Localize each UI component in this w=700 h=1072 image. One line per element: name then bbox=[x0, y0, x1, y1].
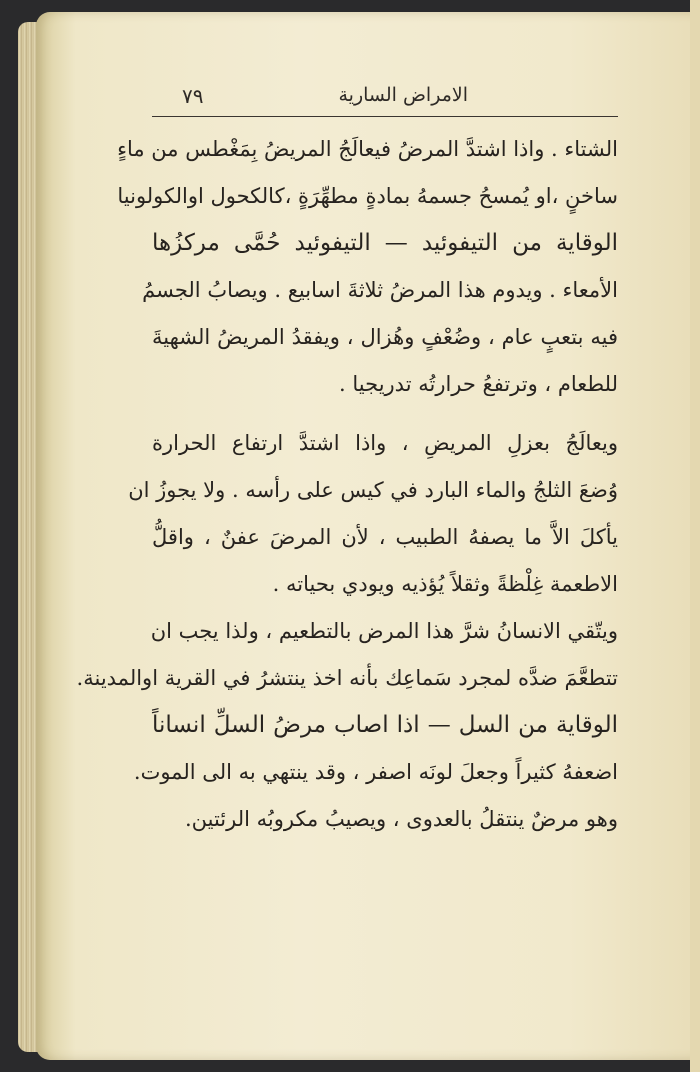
text-line: وُضعَ الثلجُ والماء البارد في كيس على رأسه . ولا يجوزُ ان bbox=[128, 478, 618, 502]
text-line: ساخنٍ ،او يُمسحُ جسمهُ بمادةٍ مطهِّرَةٍ ،كالكحول اوالكولونيا bbox=[117, 184, 618, 208]
page-number: ٧٩ bbox=[182, 84, 204, 108]
running-title: الامراض السارية bbox=[338, 84, 468, 106]
facing-page-edge bbox=[690, 0, 700, 1072]
text-line: الاطعمة غِلْظةً وثقلاً يُؤذيه ويودي بحياته . bbox=[272, 572, 618, 596]
text-line: ويعالَجُ بعزلِ المريضِ ، واذا اشتدَّ ارتفاع الحرارة bbox=[152, 431, 618, 455]
text-line: الشتاء . واذا اشتدَّ المرضُ فيعالَجُ المريضُ بِمَغْطس من ماءٍ bbox=[117, 137, 618, 161]
text-line: اضعفهُ كثيراً وجعلَ لونَه اصفر ، وقد ينتهي به الى الموت. bbox=[133, 760, 618, 784]
section-heading-tuberculosis: الوقاية من السل — اذا اصاب مرضُ السلِّ انساناً bbox=[152, 712, 618, 738]
text-line: وهو مرضٌ ينتقلُ بالعدوى ، ويصيبُ مكروبُه الرئتين. bbox=[184, 807, 618, 831]
page-header bbox=[152, 82, 618, 117]
page-body bbox=[76, 126, 618, 843]
text-line: تتطعَّمَ ضدَّه لمجرد سَماعِك بأنه اخذ ينتشرُ في القرية اوالمدينة. bbox=[76, 666, 618, 690]
text-line: فيه بتعبٍ عام ، وضُعْفٍ وهُزال ، ويفقدُ المريضُ الشهيةَ bbox=[152, 325, 618, 349]
text-line: ويتّقي الانسانُ شرَّ هذا المرض بالتطعيم ، ولذا يجب ان bbox=[150, 619, 618, 643]
text-line: الأمعاء . ويدوم هذا المرضُ ثلاثةَ اسابيع . ويصابُ الجسمُ bbox=[142, 278, 618, 302]
text-line: للطعام ، وترتفعُ حرارتُه تدريجيا . bbox=[339, 372, 618, 396]
text-line: يأكلَ الاَّ ما يصفهُ الطبيب ، لأن المرضَ عفنٌ ، واقلُّ bbox=[152, 525, 618, 549]
section-heading-typhoid: الوقاية من التيفوئيد — التيفوئيد حُمَّى مركزُها bbox=[152, 230, 618, 256]
